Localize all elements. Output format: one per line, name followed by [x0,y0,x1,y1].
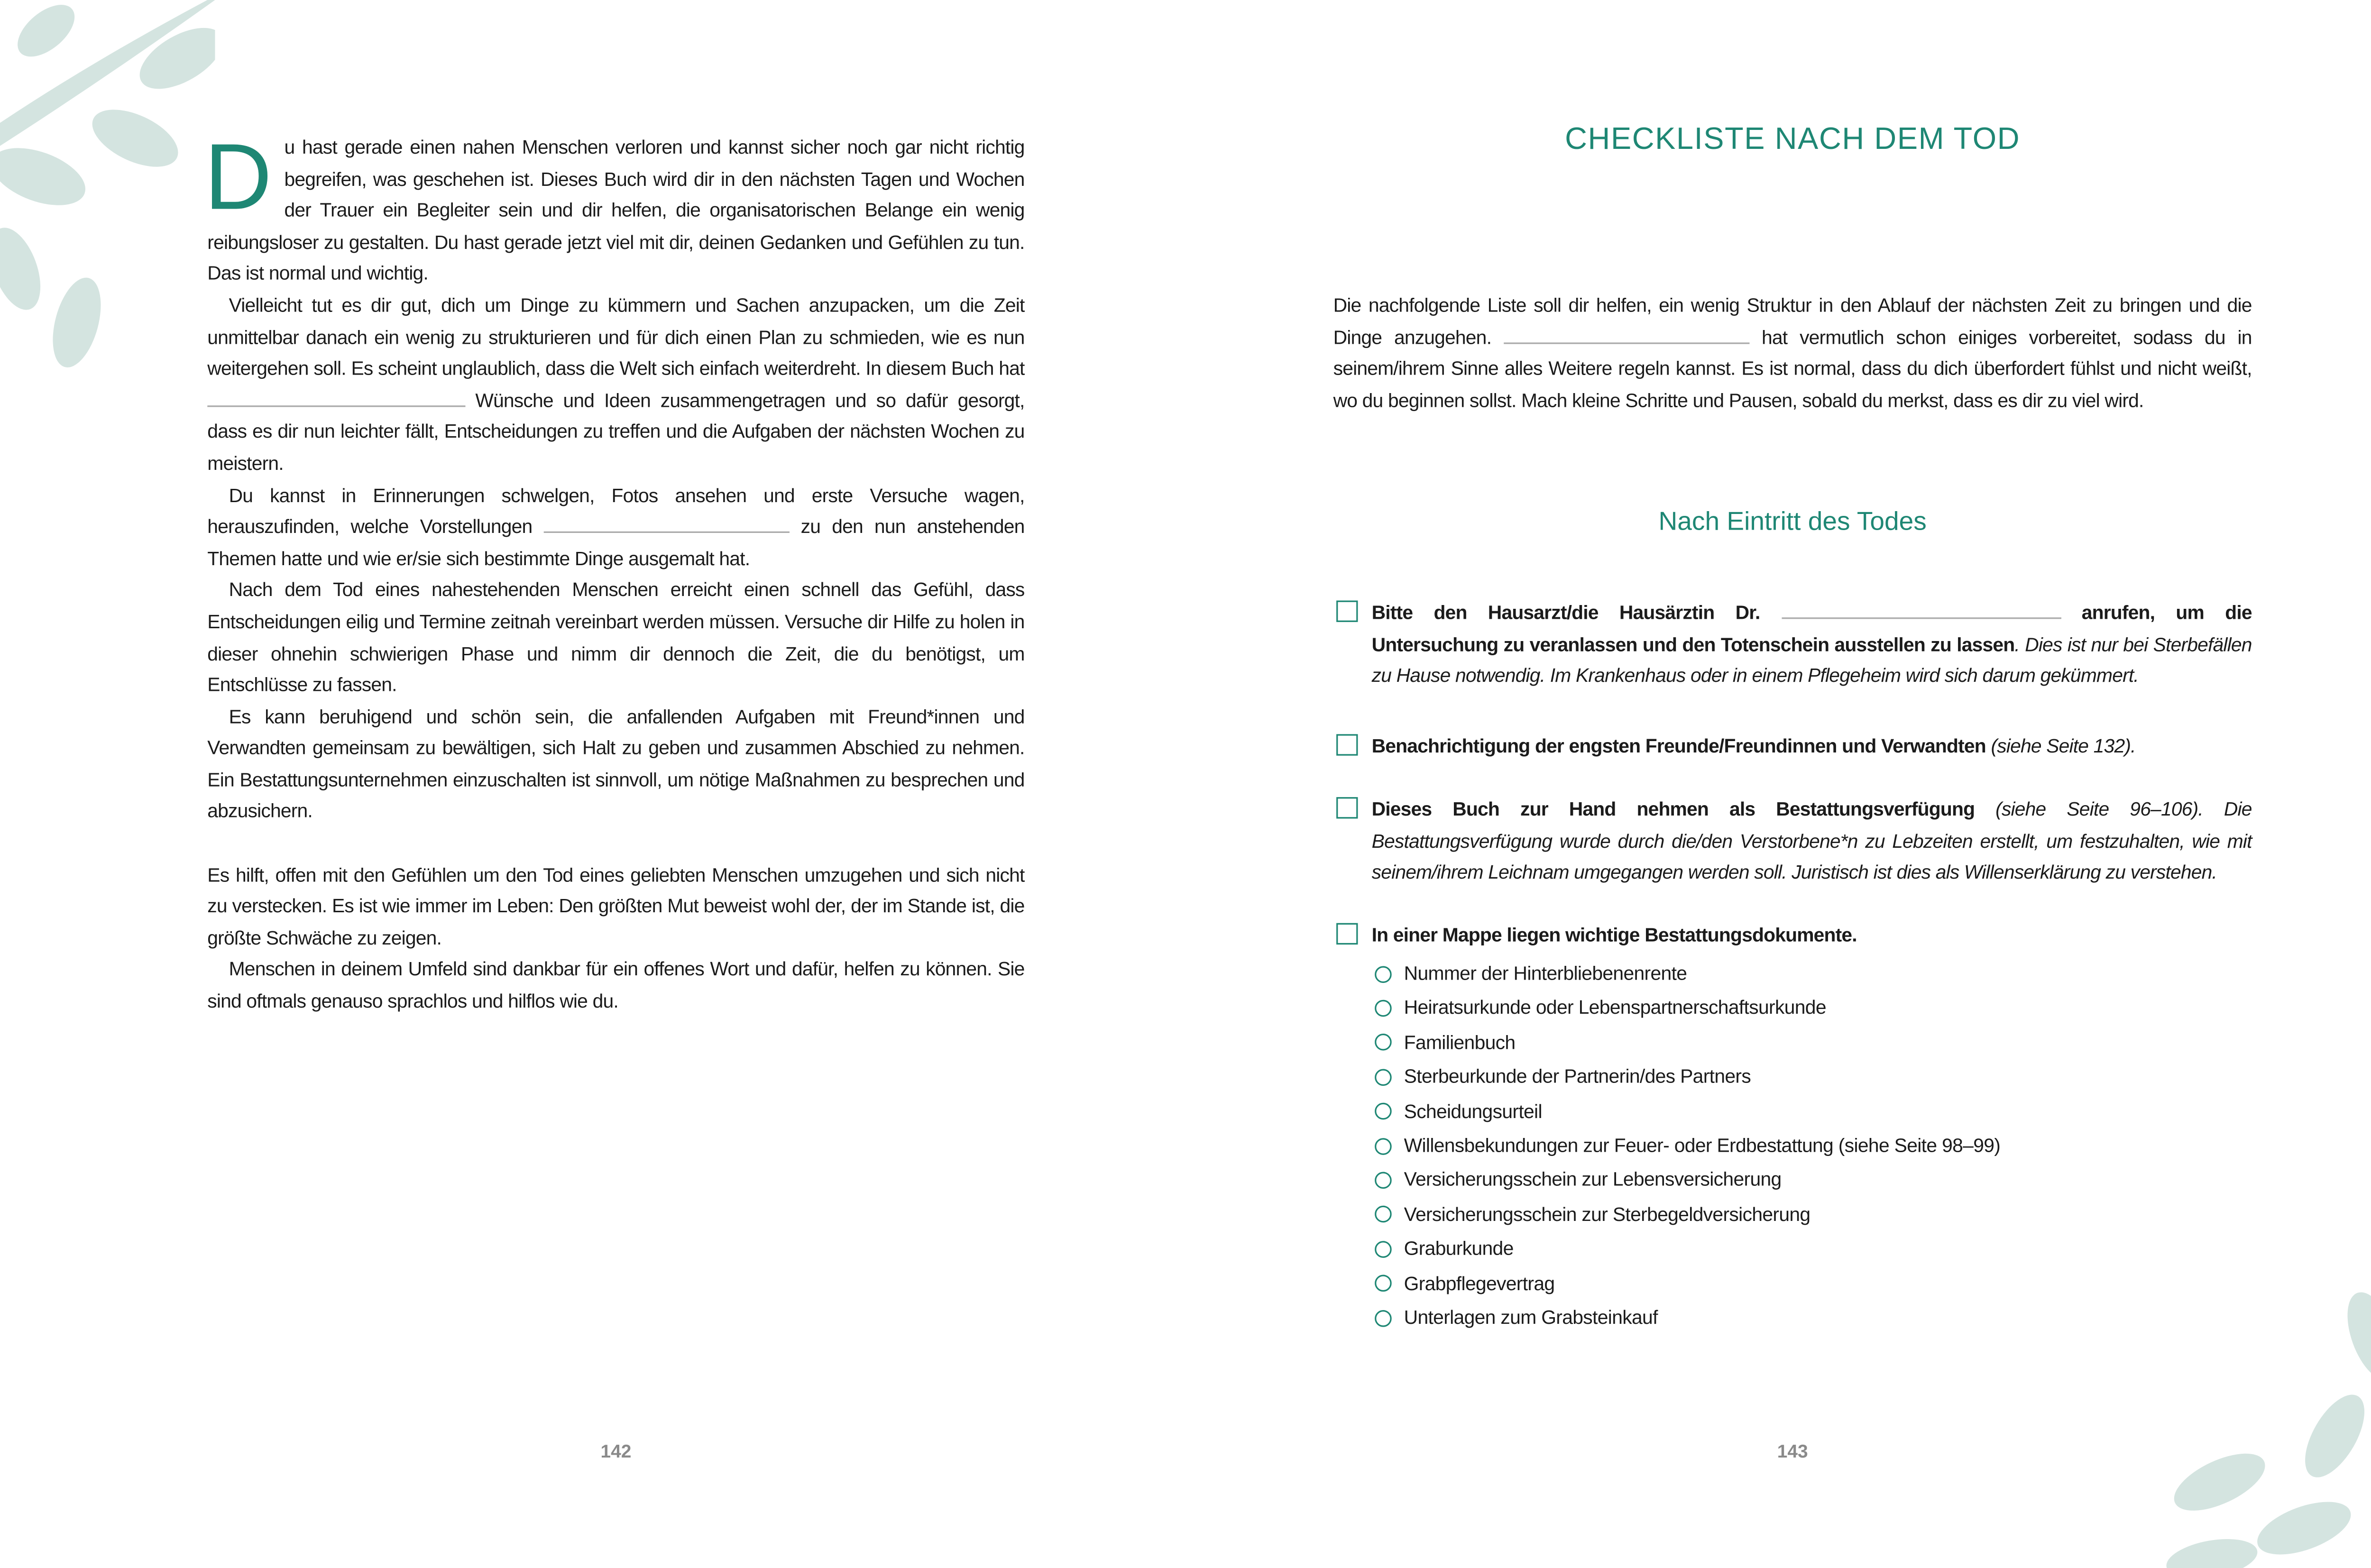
document-item [1375,1060,2000,1095]
document-item [1375,1198,2000,1232]
paragraph-text: zu den nun anstehenden Themen hatte und wie er/sie sich bestimmte Dinge ausgemalt hat. [207,516,1025,569]
radio-circle[interactable] [1375,1206,1392,1223]
radio-circle[interactable] [1375,1275,1392,1292]
item-note: (siehe Seite 96–106). Die Bestattungsverfügung wurde durch die/den Verstorbene*n zu Lebzeiten erstellt, um festzuhalten, wie mit seinem/ihrem Leichnam umgegangen werden soll. Juristisch ist dies als Willenserklärung zu verstehen. [1371,798,2252,884]
item-bold-text: anrufen, um die Untersuchung zu veranlassen und den Totenschein ausstellen zu lassen [1371,602,2252,655]
checklist-item [1336,731,2252,763]
paragraph-intro [204,124,1025,291]
page-number-left: 142 [600,1440,632,1462]
checklist-item [1336,597,2252,692]
checkbox[interactable] [1336,923,1358,944]
leaf-decoration-bottom-right [2150,1283,2371,1568]
radio-circle[interactable] [1375,1069,1392,1086]
drop-cap: D [204,124,272,229]
item-note: (siehe Seite 132). [1985,735,2136,757]
fill-in-blank[interactable] [1504,323,1749,343]
leaf-decoration-top-left [0,0,215,384]
paragraph-text: u hast gerade einen nahen Menschen verloren und kannst sicher noch gar nicht richtig begreifen, was geschehen ist. Dieses Buch wird dir in den nächsten Tagen und Wochen der Trauer ein Begleiter sein und dir helfen, die organisatorischen Belange ein wenig reibungsloser zu gestalten. Du hast gerade jetzt viel mit dir, deinen Gedanken und Gefühlen zu tun. Das ist normal und wichtig. [207,137,1025,285]
document-item [1375,991,2000,1026]
document-label: Familienbuch [1404,1032,1516,1054]
paragraph-text: Vielleicht tut es dir gut, dich um Dinge zu kümmern und Sachen anzupacken, um die Zeit unmittelbar danach ein wenig zu strukturieren und für dich einen Plan zu schmieden, wie es nun weitergehen soll. Es scheint unglaublich, dass die Welt sich einfach weiterdreht. In diesem Buch hat [207,294,1025,380]
paragraph [207,480,1024,575]
document-item [1375,1232,2000,1266]
checkbox[interactable] [1336,797,1358,818]
document-item [1375,1094,2000,1129]
radio-circle[interactable] [1375,1035,1392,1052]
radio-circle[interactable] [1375,1172,1392,1189]
radio-circle[interactable] [1375,1310,1392,1327]
document-label: Willensbekundungen zur Feuer- oder Erdbestattung (siehe Seite 98–99) [1404,1135,2001,1156]
page-title: CHECKLISTE NACH DEM TOD [1565,123,2021,157]
document-label: Versicherungsschein zur Sterbegeldversicherung [1404,1203,1810,1226]
document-item [1375,957,2000,991]
document-label: Nummer der Hinterbliebenenrente [1404,963,1687,985]
document-list [1375,957,2000,1335]
item-note: . Dies ist nur bei Sterbefällen zu Hause notwendig. Im Krankenhaus oder in einem Pflegeheim wird sich darum gekümmert. [1371,633,2252,687]
radio-circle[interactable] [1375,965,1392,982]
document-label: Versicherungsschein zur Lebensversicherung [1404,1169,1782,1191]
item-bold-text: In einer Mappe liegen wichtige Bestattungsdokumente. [1371,924,1857,946]
intro-text: hat vermutlich schon einiges vorbereitet, sodass du in seinem/ihrem Sinne alles Weitere regeln kannst. Es ist normal, dass du dich überfordert fühlst und nicht weißt, wo du beginnen sollst. Mach kleine Schritte und Pausen, sobald du merkst, dass es dir zu viel wird. [1333,326,2252,412]
radio-circle[interactable] [1375,1000,1392,1017]
section-heading: Nach Eintritt des Todes [1658,506,1927,536]
paragraph-text: Wünsche und Ideen zusammengetragen und so dafür gesorgt, dass es dir nun leichter fällt, Entscheidungen zu treffen und die Aufgaben der nächsten Wochen zu meistern. [207,389,1025,475]
checkbox[interactable] [1336,734,1358,755]
paragraph: Nach dem Tod eines nahestehenden Menschen erreicht einen schnell das Gefühl, dass Entscheidungen eilig und Termine zeitnah vereinbart werden müssen. Versuche dir Hilfe zu holen in dieser ohnehin schwierigen Phase und nimm dir dennoch die Zeit, die du benötigst, um Entschlüsse zu fassen. [207,579,1025,696]
fill-in-blank[interactable] [543,513,789,533]
radio-circle[interactable] [1375,1241,1392,1258]
document-label: Grabpflegevertrag [1404,1272,1555,1294]
item-bold-text: Bitte den Hausarzt/die Hausärztin Dr. [1371,602,1760,624]
document-label: Heiratsurkunde oder Lebenspartnerschaftsurkunde [1404,997,1826,1019]
radio-circle[interactable] [1375,1103,1392,1120]
left-page-body [204,124,1025,1018]
document-item [1375,1026,2000,1060]
paragraph: Es kann beruhigend und schön sein, die anfallenden Aufgaben mit Freund*innen und Verwandten gemeinsam zu bewältigen, sich Halt zu geben und zusammen Abschied zu nehmen. Ein Bestattungsunternehmen einzuschalten ist sinnvoll, um nötige Maßnahmen zu besprechen und abzusichern. [207,706,1025,823]
checklist-item [1336,920,2252,952]
fill-in-blank[interactable] [1781,599,2061,619]
document-item [1375,1129,2000,1164]
item-bold-text: Dieses Buch zur Hand nehmen als Bestattungsverfügung [1371,798,1975,820]
document-label: Graburkunde [1404,1238,1514,1260]
checkbox[interactable] [1336,601,1358,622]
item-bold-text: Benachrichtigung der engsten Freunde/Freundinnen und Verwandten [1371,735,1986,757]
document-label: Sterbeurkunde der Partnerin/des Partners [1404,1066,1751,1088]
document-item [1375,1163,2000,1198]
page-number-right: 143 [1777,1440,1808,1462]
intro-paragraph [1333,290,2252,417]
intro-text: Die nachfolgende Liste soll dir helfen, ein wenig Struktur in den Ablauf der nächsten Zeit zu bringen und die Dinge anzugehen. [1333,294,2252,348]
paragraph: Menschen in deinem Umfeld sind dankbar für ein offenes Wort und dafür, helfen zu können. Sie sind oftmals genauso sprachlos und hilflos wie du. [207,959,1025,1012]
document-item [1375,1301,2000,1335]
document-label: Scheidungsurteil [1404,1100,1542,1122]
checklist-item [1336,794,2252,889]
paragraph: Es hilft, offen mit den Gefühlen um den Tod eines geliebten Menschen umzugehen und sich nicht zu verstecken. Es ist wie immer im Leben: Den größten Mut beweist wohl der, der im Stande ist, die größte Schwäche zu zeigen. [207,864,1025,949]
paragraph-text: Du kannst in Erinnerungen schwelgen, Fotos ansehen und erste Versuche wagen, herauszufinden, welche Vorstellungen [207,485,1025,538]
radio-circle[interactable] [1375,1137,1392,1155]
document-item [1375,1266,2000,1301]
paragraph [207,290,1024,480]
fill-in-blank[interactable] [207,386,465,406]
document-label: Unterlagen zum Grabsteinkauf [1404,1307,1658,1329]
